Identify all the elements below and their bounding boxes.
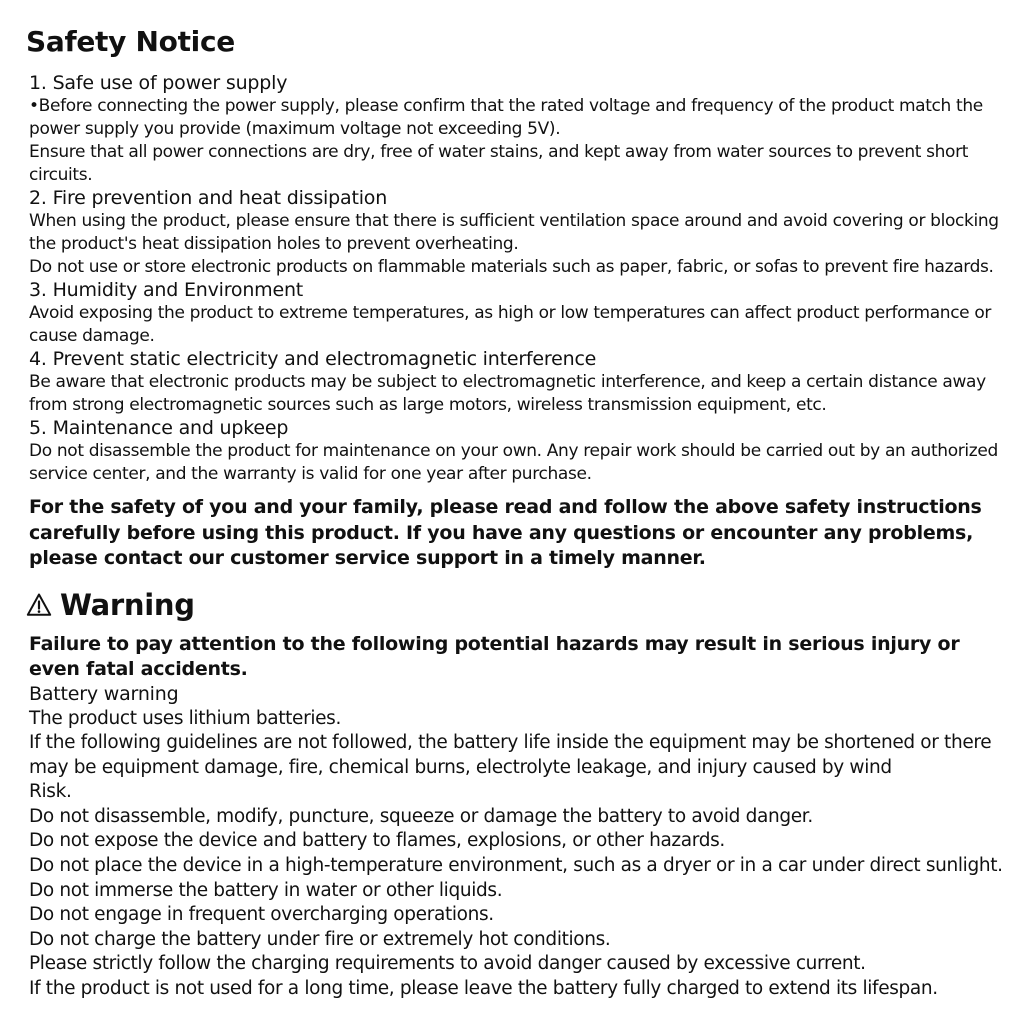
warning-title: Warning bbox=[60, 587, 195, 622]
warning-line: Do not disassemble, modify, puncture, squeeze or damage the battery to avoid danger. bbox=[29, 805, 813, 827]
section-maintenance bbox=[26, 417, 1016, 486]
section-heading: 3. Humidity and Environment bbox=[29, 279, 304, 301]
warning-line: If the product is not used for a long time, please leave the battery fully charged to extend its lifespan. bbox=[29, 978, 938, 1000]
warning-line: Do not expose the device and battery to flames, explosions, or other hazards. bbox=[29, 830, 725, 852]
warning-header bbox=[26, 582, 1016, 628]
safety-note: For the safety of you and your family, please read and follow the above safety instructions carefully before using this product. If you have any questions or encounter any problems, please contact our customer service support in a timely manner. bbox=[29, 496, 982, 569]
section-humidity bbox=[26, 279, 1016, 348]
warning-line: Do not immerse the battery in water or other liquids. bbox=[29, 879, 503, 901]
section-fire-prevention bbox=[26, 187, 1016, 279]
warning-line: Do not place the device in a high-temperature environment, such as a dryer or in a car under direct sunlight. bbox=[29, 855, 1003, 877]
section-power-supply bbox=[26, 72, 1016, 187]
warning-line: Do not charge the battery under fire or extremely hot conditions. bbox=[29, 928, 611, 950]
section-heading: 1. Safe use of power supply bbox=[29, 72, 288, 94]
warning-intro: Failure to pay attention to the following potential hazards may result in serious injury or even fatal accidents. bbox=[29, 632, 960, 680]
warning-triangle-icon bbox=[26, 592, 52, 618]
section-heading: 2. Fire prevention and heat dissipation bbox=[29, 187, 388, 209]
warning-line: Risk. bbox=[29, 781, 72, 803]
section-paragraph: Do not disassemble the product for maintenance on your own. Any repair work should be carried out by an authorized service center, and the warranty is valid for one year after purchase. bbox=[29, 441, 998, 484]
warning-line: The product uses lithium batteries. bbox=[29, 707, 341, 729]
battery-warning-heading: Battery warning bbox=[29, 682, 179, 705]
section-heading: 5. Maintenance and upkeep bbox=[29, 417, 289, 439]
warning-line: Do not engage in frequent overcharging operations. bbox=[29, 904, 494, 926]
warning-line: If the following guidelines are not followed, the battery life inside the equipment may be shortened or there may be equipment damage, fire, chemical burns, electrolyte leakage, and injury caused by wind bbox=[29, 732, 992, 778]
section-paragraph: •Before connecting the power supply, please confirm that the rated voltage and frequency of the product match the power supply you provide (maximum voltage not exceeding 5V). bbox=[29, 96, 983, 139]
section-paragraph: Be aware that electronic products may be subject to electromagnetic interference, and keep a certain distance away from strong electromagnetic sources such as large motors, wireless transmission equipment, etc. bbox=[29, 372, 986, 415]
warning-line: Please strictly follow the charging requirements to avoid danger caused by excessive current. bbox=[29, 953, 866, 975]
section-static-emi bbox=[26, 348, 1016, 417]
section-paragraph: Avoid exposing the product to extreme temperatures, as high or low temperatures can affect product performance or cause damage. bbox=[29, 303, 992, 346]
section-paragraph: Do not use or store electronic products on flammable materials such as paper, fabric, or sofas to prevent fire hazards. bbox=[29, 257, 994, 277]
battery-warning-list bbox=[29, 707, 1016, 1002]
page-title: Safety Notice bbox=[26, 25, 235, 58]
section-paragraph: Ensure that all power connections are dry, free of water stains, and kept away from water sources to prevent short circuits. bbox=[29, 142, 969, 185]
document-page bbox=[26, 22, 1016, 1002]
section-paragraph: When using the product, please ensure that there is sufficient ventilation space around and avoid covering or blocking the product's heat dissipation holes to prevent overheating. bbox=[29, 211, 999, 254]
section-heading: 4. Prevent static electricity and electromagnetic interference bbox=[29, 348, 597, 370]
sections-list bbox=[26, 72, 1016, 486]
